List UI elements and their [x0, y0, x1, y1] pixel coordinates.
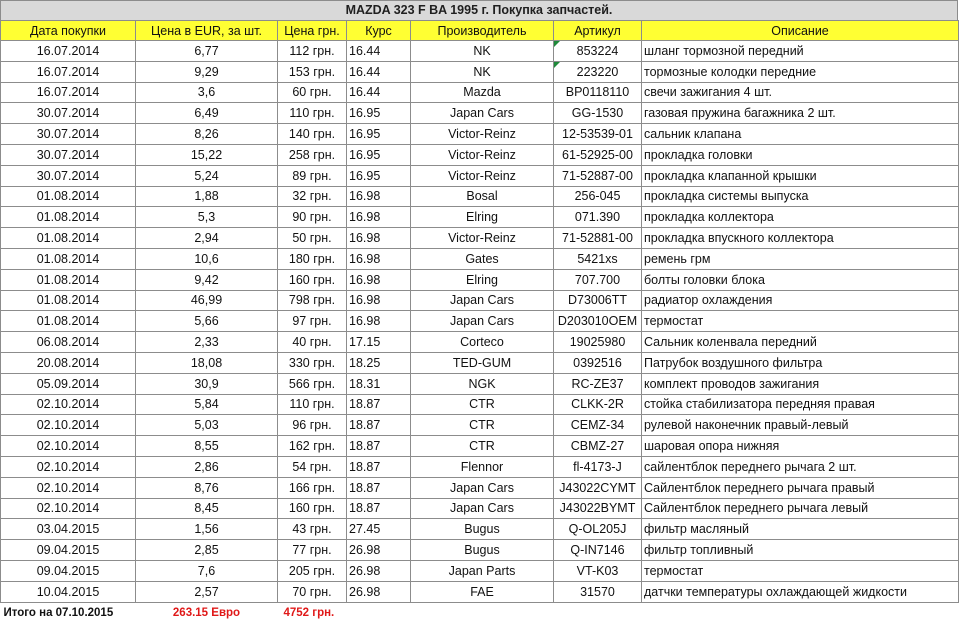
table-row [1, 186, 959, 207]
cell-price-uah[interactable]: 798 грн. [278, 290, 347, 311]
cell-manufacturer[interactable]: Victor-Reinz [411, 165, 554, 186]
cell-manufacturer[interactable]: CTR [411, 436, 554, 457]
cell-price-eur[interactable]: 10,6 [136, 248, 278, 269]
cell-rate[interactable]: 16.98 [347, 248, 411, 269]
cell-manufacturer[interactable]: Victor-Reinz [411, 228, 554, 249]
cell-date[interactable]: 20.08.2014 [1, 352, 136, 373]
cell-article[interactable]: J43022BYMT [554, 498, 642, 519]
cell-price-eur[interactable]: 2,85 [136, 540, 278, 561]
table-row [1, 311, 959, 332]
cell-price-uah[interactable]: 566 грн. [278, 373, 347, 394]
cell-price-uah[interactable]: 180 грн. [278, 248, 347, 269]
cell-date[interactable]: 30.07.2014 [1, 103, 136, 124]
cell-article[interactable]: Q-IN7146 [554, 540, 642, 561]
cell-date[interactable]: 09.04.2015 [1, 560, 136, 581]
empty-cell[interactable] [347, 602, 411, 623]
header-rate[interactable]: Курс [347, 21, 411, 41]
cell-manufacturer[interactable]: Japan Cars [411, 290, 554, 311]
header-article[interactable]: Артикул [554, 21, 642, 41]
cell-rate[interactable]: 18.87 [347, 498, 411, 519]
table-row [1, 165, 959, 186]
cell-article[interactable]: BP0118110 [554, 82, 642, 103]
cell-description[interactable]: болты головки блока [642, 269, 959, 290]
table-row [1, 456, 959, 477]
cell-rate[interactable]: 16.98 [347, 269, 411, 290]
cell-manufacturer[interactable]: NK [411, 61, 554, 82]
table-row [1, 560, 959, 581]
cell-price-uah[interactable]: 96 грн. [278, 415, 347, 436]
table-row [1, 352, 959, 373]
cell-description[interactable]: прокладка системы выпуска [642, 186, 959, 207]
cell-price-uah[interactable]: 110 грн. [278, 103, 347, 124]
cell-date[interactable]: 01.08.2014 [1, 290, 136, 311]
cell-article[interactable]: D73006TT [554, 290, 642, 311]
cell-price-eur[interactable]: 6,49 [136, 103, 278, 124]
cell-rate[interactable]: 18.87 [347, 477, 411, 498]
cell-price-uah[interactable]: 54 грн. [278, 456, 347, 477]
totals-uah[interactable]: 4752 грн. [283, 606, 335, 619]
cell-rate[interactable]: 18.87 [347, 456, 411, 477]
cell-date[interactable]: 02.10.2014 [1, 415, 136, 436]
cell-date[interactable]: 02.10.2014 [1, 436, 136, 457]
cell-date[interactable]: 01.08.2014 [1, 228, 136, 249]
cell-manufacturer[interactable]: Bugus [411, 540, 554, 561]
cell-manufacturer[interactable]: Victor-Reinz [411, 124, 554, 145]
cell-article[interactable]: CBMZ-27 [554, 436, 642, 457]
totals-label[interactable]: Итого на 07.10.2015 [3, 606, 114, 619]
cell-price-uah[interactable]: 43 грн. [278, 519, 347, 540]
table-row [1, 332, 959, 353]
cell-article[interactable]: 31570 [554, 581, 642, 602]
cell-article[interactable]: 071.390 [554, 207, 642, 228]
cell-article[interactable]: RC-ZE37 [554, 373, 642, 394]
table-row [1, 373, 959, 394]
cell-price-eur[interactable]: 5,03 [136, 415, 278, 436]
header-row [1, 21, 959, 41]
table-row [1, 144, 959, 165]
cell-manufacturer[interactable]: Mazda [411, 82, 554, 103]
cell-description[interactable]: комплект проводов зажигания [642, 373, 959, 394]
cell-price-uah[interactable]: 90 грн. [278, 207, 347, 228]
cell-price-eur[interactable]: 2,57 [136, 581, 278, 602]
cell-manufacturer[interactable]: Japan Cars [411, 498, 554, 519]
cell-price-uah[interactable]: 160 грн. [278, 269, 347, 290]
cell-rate[interactable]: 16.98 [347, 207, 411, 228]
cell-article[interactable]: 19025980 [554, 332, 642, 353]
cell-article[interactable]: CEMZ-34 [554, 415, 642, 436]
cell-article[interactable]: 256-045 [554, 186, 642, 207]
cell-price-uah[interactable]: 166 грн. [278, 477, 347, 498]
cell-price-uah[interactable]: 70 грн. [278, 581, 347, 602]
cell-manufacturer[interactable]: Gates [411, 248, 554, 269]
cell-price-eur[interactable]: 8,76 [136, 477, 278, 498]
cell-rate[interactable]: 16.98 [347, 311, 411, 332]
cell-date[interactable]: 06.08.2014 [1, 332, 136, 353]
cell-price-eur[interactable]: 9,29 [136, 61, 278, 82]
cell-date[interactable]: 02.10.2014 [1, 394, 136, 415]
table-row [1, 415, 959, 436]
cell-price-uah[interactable]: 258 грн. [278, 144, 347, 165]
cell-rate[interactable]: 16.95 [347, 103, 411, 124]
cell-article[interactable]: 853224 [554, 41, 642, 62]
cell-description[interactable]: Сайлентблок переднего рычага левый [642, 498, 959, 519]
table-row [1, 124, 959, 145]
table-row [1, 228, 959, 249]
header-manufacturer[interactable]: Производитель [411, 21, 554, 41]
cell-manufacturer[interactable]: Victor-Reinz [411, 144, 554, 165]
table-row [1, 581, 959, 602]
cell-manufacturer[interactable]: Japan Cars [411, 311, 554, 332]
cell-price-uah[interactable]: 40 грн. [278, 332, 347, 353]
empty-cell[interactable] [642, 602, 959, 623]
empty-cell[interactable] [554, 602, 642, 623]
cell-description[interactable]: прокладка впускного коллектора [642, 228, 959, 249]
cell-rate[interactable]: 26.98 [347, 581, 411, 602]
cell-date[interactable]: 01.08.2014 [1, 207, 136, 228]
cell-article[interactable]: Q-OL205J [554, 519, 642, 540]
cell-rate[interactable]: 16.98 [347, 186, 411, 207]
cell-date[interactable]: 02.10.2014 [1, 498, 136, 519]
cell-description[interactable]: прокладка клапанной крышки [642, 165, 959, 186]
cell-description[interactable]: термостат [642, 311, 959, 332]
cell-article[interactable]: J43022CYMT [554, 477, 642, 498]
cell-price-eur[interactable]: 2,86 [136, 456, 278, 477]
cell-manufacturer[interactable]: FAE [411, 581, 554, 602]
cell-manufacturer[interactable]: Japan Cars [411, 477, 554, 498]
cell-price-eur[interactable]: 8,26 [136, 124, 278, 145]
cell-price-uah[interactable]: 32 грн. [278, 186, 347, 207]
cell-price-uah[interactable]: 162 грн. [278, 436, 347, 457]
cell-price-eur[interactable]: 3,6 [136, 82, 278, 103]
cell-price-uah[interactable]: 97 грн. [278, 311, 347, 332]
cell-date[interactable]: 02.10.2014 [1, 456, 136, 477]
cell-article[interactable]: fl-4173-J [554, 456, 642, 477]
cell-article[interactable]: 71-52887-00 [554, 165, 642, 186]
cell-description[interactable]: ремень грм [642, 248, 959, 269]
cell-rate[interactable]: 16.95 [347, 124, 411, 145]
cell-description[interactable]: фильтр топливный [642, 540, 959, 561]
cell-date[interactable]: 01.08.2014 [1, 311, 136, 332]
cell-description[interactable]: шланг тормозной передний [642, 41, 959, 62]
cell-price-eur[interactable]: 1,88 [136, 186, 278, 207]
cell-price-uah[interactable]: 89 грн. [278, 165, 347, 186]
header-price-eur[interactable]: Цена в EUR, за шт. [136, 21, 278, 41]
cell-date[interactable]: 10.04.2015 [1, 581, 136, 602]
cell-price-uah[interactable]: 50 грн. [278, 228, 347, 249]
table-row [1, 519, 959, 540]
cell-manufacturer[interactable]: TED-GUM [411, 352, 554, 373]
cell-manufacturer[interactable]: Elring [411, 207, 554, 228]
purchases-table [0, 20, 959, 623]
cell-rate[interactable]: 16.98 [347, 228, 411, 249]
cell-manufacturer[interactable]: Bugus [411, 519, 554, 540]
cell-price-eur[interactable]: 18,08 [136, 352, 278, 373]
sheet-title[interactable]: MAZDA 323 F BA 1995 г. Покупка запчастей. [0, 0, 958, 20]
cell-rate[interactable]: 16.95 [347, 165, 411, 186]
cell-price-eur[interactable]: 46,99 [136, 290, 278, 311]
cell-date[interactable]: 01.08.2014 [1, 269, 136, 290]
cell-description[interactable]: датчки температуры охлаждающей жидкости [642, 581, 959, 602]
cell-rate[interactable]: 18.87 [347, 394, 411, 415]
cell-price-eur[interactable]: 5,24 [136, 165, 278, 186]
cell-manufacturer[interactable]: Japan Parts [411, 560, 554, 581]
header-price-uah[interactable]: Цена грн. [278, 21, 347, 41]
cell-article[interactable]: CLKK-2R [554, 394, 642, 415]
cell-price-eur[interactable]: 6,77 [136, 41, 278, 62]
cell-description[interactable]: тормозные колодки передние [642, 61, 959, 82]
cell-price-uah[interactable]: 110 грн. [278, 394, 347, 415]
cell-rate[interactable]: 18.31 [347, 373, 411, 394]
cell-description[interactable]: прокладка коллектора [642, 207, 959, 228]
cell-article[interactable]: D203010OEM [554, 311, 642, 332]
cell-price-eur[interactable]: 2,33 [136, 332, 278, 353]
table-row [1, 394, 959, 415]
cell-price-uah[interactable]: 205 грн. [278, 560, 347, 581]
cell-rate[interactable]: 26.98 [347, 540, 411, 561]
cell-description[interactable]: свечи зажигания 4 шт. [642, 82, 959, 103]
cell-manufacturer[interactable]: Corteco [411, 332, 554, 353]
cell-rate[interactable]: 18.25 [347, 352, 411, 373]
cell-manufacturer[interactable]: Flennor [411, 456, 554, 477]
cell-price-uah[interactable]: 60 грн. [278, 82, 347, 103]
cell-date[interactable]: 01.08.2014 [1, 186, 136, 207]
cell-manufacturer[interactable]: Elring [411, 269, 554, 290]
table-row [1, 269, 959, 290]
cell-article[interactable]: 5421xs [554, 248, 642, 269]
table-row [1, 498, 959, 519]
cell-date[interactable]: 02.10.2014 [1, 477, 136, 498]
cell-rate[interactable]: 16.95 [347, 144, 411, 165]
table-row [1, 41, 959, 62]
totals-eur[interactable]: 263.15 Евро [172, 606, 241, 619]
cell-description[interactable]: рулевой наконечник правый-левый [642, 415, 959, 436]
cell-rate[interactable]: 17.15 [347, 332, 411, 353]
cell-date[interactable]: 03.04.2015 [1, 519, 136, 540]
cell-rate[interactable]: 18.87 [347, 415, 411, 436]
cell-description[interactable]: Патрубок воздушного фильтра [642, 352, 959, 373]
table-row [1, 207, 959, 228]
table-row [1, 82, 959, 103]
cell-description[interactable]: радиатор охлаждения [642, 290, 959, 311]
table-row [1, 248, 959, 269]
cell-article[interactable]: 0392516 [554, 352, 642, 373]
cell-description[interactable]: сальник клапана [642, 124, 959, 145]
cell-description[interactable]: Сайлентблок переднего рычага правый [642, 477, 959, 498]
cell-date[interactable]: 16.07.2014 [1, 41, 136, 62]
table-row [1, 436, 959, 457]
cell-description[interactable]: сайлентблок переднего рычага 2 шт. [642, 456, 959, 477]
cell-article[interactable]: VT-K03 [554, 560, 642, 581]
cell-rate[interactable]: 16.44 [347, 82, 411, 103]
table-row [1, 290, 959, 311]
cell-date[interactable]: 05.09.2014 [1, 373, 136, 394]
cell-price-uah[interactable]: 330 грн. [278, 352, 347, 373]
cell-date[interactable]: 30.07.2014 [1, 165, 136, 186]
cell-price-uah[interactable]: 140 грн. [278, 124, 347, 145]
cell-price-eur[interactable]: 1,56 [136, 519, 278, 540]
cell-price-eur[interactable]: 5,66 [136, 311, 278, 332]
cell-date[interactable]: 30.07.2014 [1, 144, 136, 165]
cell-article[interactable]: 707.700 [554, 269, 642, 290]
cell-price-eur[interactable]: 2,94 [136, 228, 278, 249]
cell-price-eur[interactable]: 8,45 [136, 498, 278, 519]
cell-manufacturer[interactable]: NK [411, 41, 554, 62]
cell-price-uah[interactable]: 77 грн. [278, 540, 347, 561]
cell-manufacturer[interactable]: CTR [411, 394, 554, 415]
cell-price-eur[interactable]: 8,55 [136, 436, 278, 457]
cell-date[interactable]: 16.07.2014 [1, 61, 136, 82]
cell-rate[interactable]: 16.44 [347, 61, 411, 82]
cell-price-eur[interactable]: 9,42 [136, 269, 278, 290]
cell-price-uah[interactable]: 112 грн. [278, 41, 347, 62]
table-row [1, 61, 959, 82]
header-date[interactable]: Дата покупки [1, 21, 136, 41]
cell-article[interactable]: GG-1530 [554, 103, 642, 124]
header-description[interactable]: Описание [642, 21, 959, 41]
table-row [1, 540, 959, 561]
totals-row [1, 602, 959, 623]
cell-date[interactable]: 09.04.2015 [1, 540, 136, 561]
cell-date[interactable]: 30.07.2014 [1, 124, 136, 145]
cell-rate[interactable]: 16.44 [347, 41, 411, 62]
cell-description[interactable]: термостат [642, 560, 959, 581]
empty-cell[interactable] [411, 602, 554, 623]
cell-rate[interactable]: 27.45 [347, 519, 411, 540]
cell-manufacturer[interactable]: Japan Cars [411, 103, 554, 124]
cell-rate[interactable]: 26.98 [347, 560, 411, 581]
cell-manufacturer[interactable]: NGK [411, 373, 554, 394]
cell-date[interactable]: 16.07.2014 [1, 82, 136, 103]
cell-rate[interactable]: 16.98 [347, 290, 411, 311]
cell-price-eur[interactable]: 5,3 [136, 207, 278, 228]
cell-price-eur[interactable]: 5,84 [136, 394, 278, 415]
cell-price-eur[interactable]: 15,22 [136, 144, 278, 165]
cell-manufacturer[interactable]: CTR [411, 415, 554, 436]
cell-price-eur[interactable]: 30,9 [136, 373, 278, 394]
cell-description[interactable]: газовая пружина багажника 2 шт. [642, 103, 959, 124]
cell-article[interactable]: 223220 [554, 61, 642, 82]
cell-price-eur[interactable]: 7,6 [136, 560, 278, 581]
cell-manufacturer[interactable]: Bosal [411, 186, 554, 207]
cell-description[interactable]: фильтр масляный [642, 519, 959, 540]
cell-date[interactable]: 01.08.2014 [1, 248, 136, 269]
cell-description[interactable]: стойка стабилизатора передняя правая [642, 394, 959, 415]
cell-article[interactable]: 12-53539-01 [554, 124, 642, 145]
cell-article[interactable]: 61-52925-00 [554, 144, 642, 165]
cell-article[interactable]: 71-52881-00 [554, 228, 642, 249]
table-row [1, 103, 959, 124]
table-row [1, 477, 959, 498]
table-body [1, 41, 959, 603]
cell-price-uah[interactable]: 160 грн. [278, 498, 347, 519]
cell-price-uah[interactable]: 153 грн. [278, 61, 347, 82]
cell-rate[interactable]: 18.87 [347, 436, 411, 457]
cell-description[interactable]: прокладка головки [642, 144, 959, 165]
cell-description[interactable]: Сальник коленвала передний [642, 332, 959, 353]
cell-description[interactable]: шаровая опора нижняя [642, 436, 959, 457]
